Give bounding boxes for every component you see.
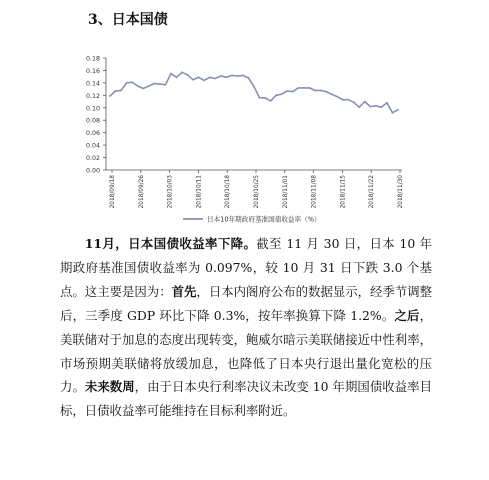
data-point bbox=[253, 86, 255, 88]
data-point bbox=[358, 106, 360, 108]
data-point bbox=[236, 75, 238, 77]
data-point bbox=[209, 76, 211, 78]
y-tick-label: 0.02 bbox=[85, 155, 100, 163]
data-point bbox=[131, 81, 133, 83]
data-point bbox=[187, 74, 189, 76]
data-point bbox=[281, 93, 283, 95]
x-tick-label: 2018/10/03 bbox=[167, 175, 174, 209]
data-point bbox=[159, 83, 161, 85]
data-point bbox=[203, 80, 205, 82]
data-point bbox=[192, 79, 194, 81]
data-point bbox=[109, 95, 111, 97]
data-point bbox=[264, 97, 266, 99]
x-tick-label: 2018/10/25 bbox=[254, 175, 260, 209]
paragraph-text-4: ，由于日本央行利率决议未改变 10 年期国债收益率目标，日债收益率可能维持在目标利率附近。 bbox=[60, 379, 433, 419]
y-tick-label: 0.10 bbox=[85, 105, 100, 113]
data-point bbox=[120, 89, 122, 91]
x-axis bbox=[106, 170, 404, 208]
data-point bbox=[176, 76, 178, 78]
data-point bbox=[198, 76, 200, 78]
y-axis bbox=[86, 56, 106, 175]
data-point bbox=[170, 73, 172, 75]
data-point bbox=[353, 101, 355, 103]
x-tick-label: 2018/09/26 bbox=[138, 175, 145, 209]
y-tick-label: 0.16 bbox=[85, 67, 100, 75]
data-point bbox=[220, 75, 222, 77]
data-point bbox=[242, 75, 244, 77]
x-tick-label: 2018/11/30 bbox=[398, 175, 404, 209]
x-tick-label: 2018/11/08 bbox=[311, 175, 318, 209]
x-tick-label: 2018/09/18 bbox=[110, 175, 116, 209]
data-point bbox=[342, 99, 344, 101]
data-point bbox=[181, 71, 183, 73]
data-point bbox=[297, 87, 299, 89]
paragraph-text-1: 截至 11 月 30 日，日本 10 年期政府基准国债收益率为 0.097%，较 10 月 31 日下跌 3.0 个基点。这主要是因为： bbox=[60, 236, 433, 299]
paragraph-text-3: ，美联储对于加息的态度出现转变，鲍威尔暗示美联储接近中性利率，市场预期美联储将放缓加息，也降低了日本央行退出量化宽松的压力。 bbox=[60, 307, 433, 395]
data-point bbox=[320, 89, 322, 91]
data-point bbox=[225, 76, 227, 78]
data-point bbox=[369, 106, 371, 108]
data-point bbox=[336, 96, 338, 98]
data-point bbox=[286, 90, 288, 92]
paragraph-lead: 11月，日本国债收益率下降。 bbox=[84, 236, 257, 251]
data-point bbox=[380, 106, 382, 108]
data-point bbox=[325, 91, 327, 93]
data-point bbox=[248, 77, 250, 79]
data-point bbox=[214, 78, 216, 80]
analysis-paragraph bbox=[60, 232, 432, 423]
x-tick-label: 2018/11/01 bbox=[282, 175, 289, 209]
x-tick-label: 2018/11/15 bbox=[340, 175, 347, 209]
data-point bbox=[292, 91, 294, 93]
data-point bbox=[397, 109, 399, 111]
yield-line-chart bbox=[0, 0, 489, 235]
paragraph-text-2: ，日本内阁府公布的数据显示，经季节调整后，三季度 GDP 环比下降 0.3%，按年率换算下降 1.2%。 bbox=[60, 283, 433, 323]
data-point bbox=[392, 112, 394, 114]
chart-legend bbox=[183, 215, 321, 224]
data-point bbox=[270, 100, 272, 102]
legend-label: 日本10年期政府基准国债收益率（%） bbox=[207, 215, 321, 224]
data-point bbox=[314, 89, 316, 91]
data-point bbox=[375, 105, 377, 107]
data-point bbox=[303, 87, 305, 89]
y-tick-label: 0.14 bbox=[85, 80, 100, 88]
y-tick-label: 0.06 bbox=[85, 130, 100, 138]
data-point bbox=[153, 83, 155, 85]
series-layer bbox=[109, 71, 399, 113]
data-point bbox=[347, 99, 349, 101]
data-point bbox=[148, 85, 150, 87]
emphasis-coming-weeks: 未来数周 bbox=[84, 379, 135, 395]
data-point bbox=[308, 87, 310, 89]
section-heading: 3、日本国债 bbox=[88, 12, 168, 28]
data-point bbox=[386, 102, 388, 104]
data-point bbox=[137, 85, 139, 87]
data-point bbox=[115, 90, 117, 92]
y-tick-label: 0.00 bbox=[85, 167, 100, 175]
data-point bbox=[231, 75, 233, 77]
emphasis-first: 首先 bbox=[171, 283, 197, 299]
data-point bbox=[164, 84, 166, 86]
x-tick-label: 2018/11/22 bbox=[369, 175, 376, 209]
y-tick-label: 0.12 bbox=[85, 92, 100, 100]
y-tick-label: 0.18 bbox=[85, 55, 100, 63]
emphasis-then: 之后 bbox=[394, 307, 420, 323]
data-point bbox=[142, 88, 144, 90]
data-point bbox=[364, 101, 366, 103]
x-tick-label: 2018/10/11 bbox=[196, 175, 203, 209]
x-tick-label: 2018/10/18 bbox=[225, 175, 232, 209]
series-line bbox=[110, 72, 398, 113]
y-tick-label: 0.08 bbox=[85, 117, 100, 125]
data-point bbox=[126, 82, 128, 84]
data-point bbox=[259, 97, 261, 99]
y-tick-label: 0.04 bbox=[85, 142, 100, 150]
data-point bbox=[275, 94, 277, 96]
data-point bbox=[331, 93, 333, 95]
